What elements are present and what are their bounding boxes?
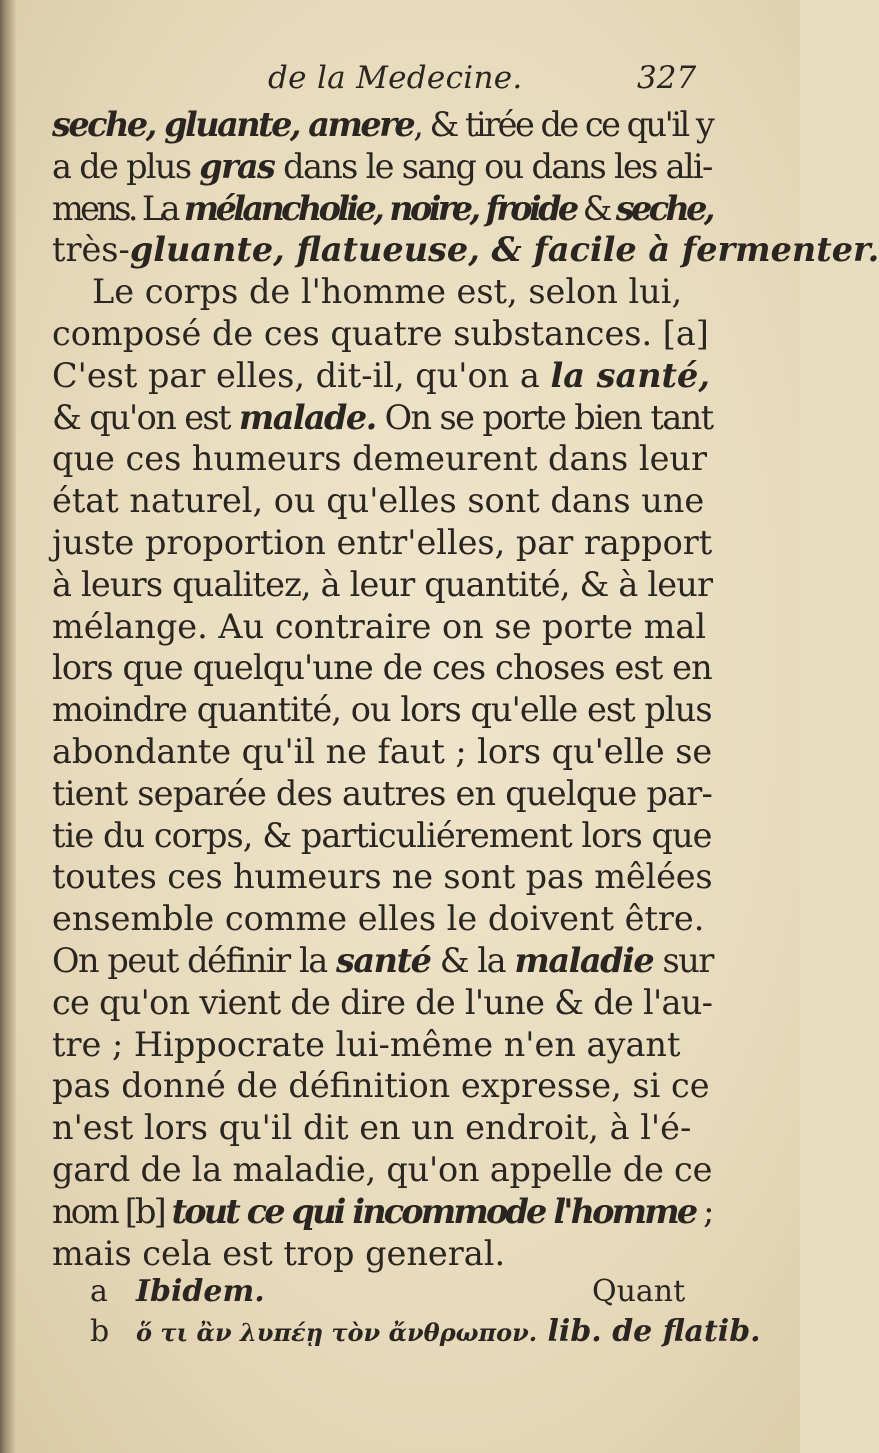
text-line	[52, 856, 712, 898]
text-line	[52, 1191, 712, 1233]
text-span: & la	[430, 940, 515, 980]
text-line	[52, 815, 712, 857]
emphasis-span: gras	[199, 146, 275, 186]
text-span: abondante qu'il ne faut ; lors qu'elle se	[52, 731, 713, 771]
text-span: & qu'on est	[52, 397, 239, 437]
text-line	[52, 689, 712, 731]
emphasis-span: gluante, flatueuse, & facile à fermenter.	[129, 230, 879, 270]
text-span: moindre quantité, ou lors qu'elle est plus	[52, 690, 712, 730]
text-line	[52, 1149, 712, 1191]
text-line	[52, 1107, 712, 1149]
text-span: On peut définir la	[52, 940, 336, 980]
text-line	[52, 940, 712, 982]
text-span: a de plus	[52, 146, 200, 186]
footnote-a-mark: a	[90, 1274, 108, 1309]
text-span: que ces humeurs demeurent dans leur	[52, 439, 708, 479]
text-line	[52, 1233, 712, 1275]
text-line	[52, 731, 712, 773]
text-line	[52, 773, 712, 815]
text-span: tie du corps, & particuliérement lors que	[52, 815, 712, 855]
page-number: 327	[637, 60, 697, 96]
text-line	[52, 397, 712, 439]
catchword: Quant	[592, 1274, 686, 1309]
text-span: mens. La	[52, 188, 184, 228]
text-line	[52, 146, 712, 188]
emphasis-span: tout ce qui incommode l'homme	[171, 1191, 696, 1231]
text-span: ;	[695, 1191, 712, 1231]
running-head: de la Medecine.	[268, 60, 523, 96]
emphasis-span: mélancholie, noire, froide	[183, 188, 576, 228]
emphasis-span: seche,	[615, 188, 712, 228]
text-span: ce qu'on vient de dire de l'une & de l'au-	[52, 982, 713, 1022]
text-span: n'est lors qu'il dit en un endroit, à l'é-	[52, 1108, 692, 1148]
text-span: toutes ces humeurs ne sont pas mêlées	[52, 857, 713, 897]
text-line	[52, 982, 712, 1024]
text-span: juste proportion entr'elles, par rapport	[52, 522, 713, 562]
text-line	[52, 355, 712, 397]
emphasis-span: la santé,	[550, 355, 710, 395]
text-span: mélange. Au contraire on se porte mal	[52, 606, 707, 646]
footnotes	[52, 1272, 761, 1352]
footnote-b-greek: ὅ τι ἂν λυπέῃ τὸν ἄνθρωπον.	[136, 1318, 538, 1347]
text-line	[52, 522, 712, 564]
footnote-b-text	[136, 1312, 761, 1353]
text-span: état naturel, ou qu'elles sont dans une	[52, 481, 705, 521]
text-span: composé de ces quatre substances. [a]	[52, 313, 709, 353]
text-span: très-	[52, 230, 130, 270]
footnote-b	[52, 1312, 761, 1352]
text-line	[52, 104, 712, 146]
footnote-b-ref: lib. de flatib.	[537, 1314, 761, 1349]
text-span: tre ; Hippocrate lui-même n'en ayant	[52, 1024, 681, 1064]
text-span: tient separée des autres en quelque par-	[52, 773, 713, 813]
text-span: gard de la maladie, qu'on appelle de ce	[52, 1149, 713, 1189]
text-line	[52, 438, 712, 480]
text-line	[52, 480, 712, 522]
text-span: lors que quelqu'une de ces choses est en	[52, 648, 712, 688]
text-span: On se porte bien tant	[375, 397, 713, 437]
footnote-a	[52, 1272, 712, 1312]
text-line	[52, 229, 879, 271]
text-span: mais cela est trop general.	[52, 1233, 506, 1273]
text-line	[52, 1024, 712, 1066]
text-span: sur	[653, 940, 713, 980]
text-line	[52, 647, 712, 689]
text-line	[52, 564, 712, 606]
text-span: dans le sang ou dans les ali-	[274, 146, 712, 186]
text-span: à leurs qualitez, à leur quantité, & à leur	[52, 564, 713, 604]
emphasis-span: seche, gluante, amere	[52, 105, 414, 144]
text-span: nom [b]	[52, 1191, 172, 1231]
text-line	[52, 313, 712, 355]
text-line	[52, 606, 712, 648]
page-gutter	[0, 0, 16, 1453]
text-span: &	[575, 188, 616, 228]
text-span: Le corps de l'homme est, selon lui,	[92, 272, 683, 312]
text-span: C'est par elles, dit-il, qu'on a	[52, 355, 551, 395]
text-span: , & tirée de ce qu'il y	[413, 105, 713, 144]
text-line	[52, 271, 712, 313]
page-header	[0, 58, 800, 98]
text-line	[52, 1065, 712, 1107]
text-span: pas donné de définition expresse, si ce	[52, 1066, 710, 1106]
footnote-b-mark: b	[90, 1314, 110, 1349]
emphasis-span: malade.	[238, 397, 376, 437]
emphasis-span: santé	[335, 940, 431, 980]
body-text	[52, 104, 879, 1274]
footnote-a-text: Ibidem.	[136, 1274, 265, 1309]
text-line	[52, 188, 712, 230]
emphasis-span: maladie	[514, 940, 654, 980]
text-line	[52, 898, 712, 940]
text-span: ensemble comme elles le doivent être.	[52, 899, 705, 939]
